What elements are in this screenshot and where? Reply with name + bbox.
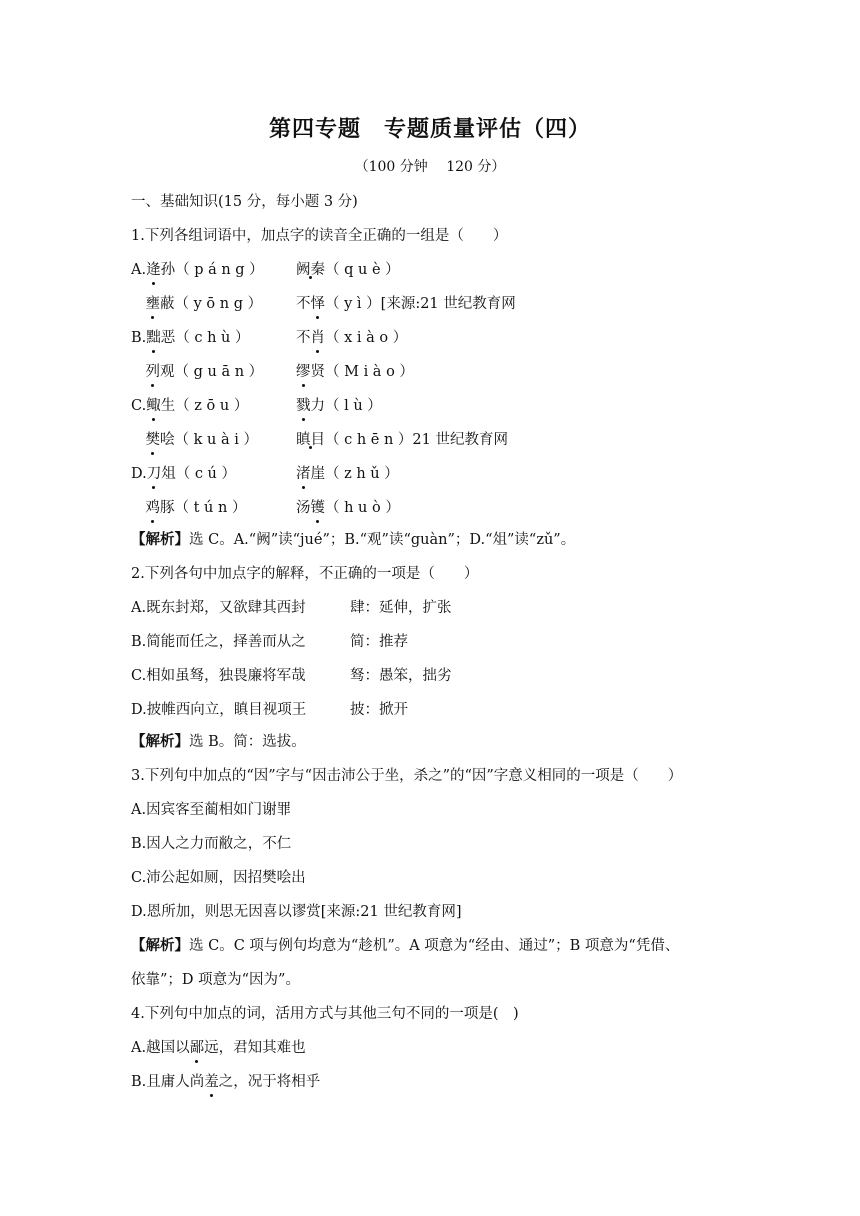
option-text: A.越国以 [131, 1040, 190, 1056]
dotted-char: 怿 [310, 296, 325, 312]
analysis-label: 【解析】 [131, 937, 189, 954]
dotted-char: 黜 [146, 330, 161, 346]
option-text: （ x i à o ） [325, 330, 408, 346]
option-text: 贤（ M i à o ） [310, 364, 414, 380]
q1-option-right [296, 362, 414, 382]
option-text: 恶（ c h ù ） [160, 330, 250, 346]
dotted-char: 肖 [310, 330, 325, 346]
q1-option-right [296, 260, 400, 280]
option-text: 秦（ q u è ） [310, 262, 400, 278]
question-3-analysis-cont: 依靠”；D 项意为“因为”。 [131, 972, 300, 988]
question-1-analysis [131, 530, 575, 550]
question-3-stem: 3.下列句中加点的“因”字与“因击沛公于坐，杀之”的“因”字意义相同的一项是（ ） [131, 768, 683, 784]
option-prefix [131, 364, 146, 380]
question-3-analysis [131, 936, 679, 956]
option-text: 崖（ z h ǔ ） [310, 466, 399, 482]
option-text: （ y ì ）[来源:21 世纪教育网 [325, 296, 516, 312]
option-text: 哙（ k u à i ） [160, 432, 258, 448]
dotted-char: 镬 [310, 500, 325, 516]
q2-option-sentence: A.既东封郑，又欲肆其西封 [131, 600, 306, 616]
option-text: 远，君知其难也 [204, 1040, 306, 1056]
dotted-char: 鄙 [189, 1040, 205, 1056]
option-text: 生（ z ō u ） [160, 398, 249, 414]
dotted-char: 鸡 [145, 500, 160, 516]
option-prefix [131, 432, 146, 448]
question-2-stem: 2.下列各句中加点字的解释，不正确的一项是（ ） [131, 566, 479, 582]
question-4-option-b [131, 1072, 320, 1092]
option-text: 俎（ c ú ） [161, 466, 237, 482]
q2-option-sentence: C.相如虽驽，独畏廉将军哉 [131, 668, 306, 684]
option-text: 豚（ t ú n ） [160, 500, 247, 516]
option-prefix [131, 296, 146, 312]
option-text: 孙（ p á n g ） [160, 262, 264, 278]
option-text: B.且庸人尚 [131, 1074, 205, 1090]
q1-option-right [296, 464, 399, 484]
option-text: 不 [296, 330, 311, 346]
q2-option-explanation: 驽：愚笨，拙劣 [350, 668, 452, 684]
q1-option-left [131, 362, 263, 382]
dotted-char: 羞 [204, 1074, 219, 1090]
dotted-char: 列 [145, 364, 160, 380]
question-2-analysis [131, 732, 306, 752]
question-3-option-b: B.因人之力而敝之，不仁 [131, 836, 292, 852]
dotted-char: 戮 [296, 398, 311, 414]
question-1-stem: 1.下列各组词语中，加点字的读音全正确的一组是（ ） [131, 228, 508, 244]
q1-option-left [131, 260, 264, 280]
dotted-char: 刀 [146, 466, 162, 482]
option-text: （ h u ò ） [325, 500, 400, 516]
section-heading: 一、基础知识(15 分，每小题 3 分) [131, 194, 358, 210]
question-3-option-a: A.因宾客至蔺相如门谢罪 [131, 802, 292, 818]
q1-option-left [131, 430, 258, 450]
q1-option-right [296, 294, 516, 314]
dotted-char: 缪 [296, 364, 311, 380]
q1-option-left [131, 464, 236, 484]
q1-option-left [131, 328, 250, 348]
q1-option-right [296, 498, 400, 518]
q1-option-left [131, 396, 248, 416]
option-prefix: C. [131, 398, 147, 414]
q1-option-right [296, 328, 407, 348]
q2-option-explanation: 肆：延伸，扩张 [350, 600, 452, 616]
option-text: 观（ g u ā n ） [160, 364, 264, 380]
option-text: 汤 [296, 500, 311, 516]
analysis-label: 【解析】 [131, 531, 189, 548]
option-text: 之，况于将相乎 [218, 1074, 321, 1090]
q1-option-left [131, 498, 246, 518]
option-text: 蔽（ y ō n g ） [160, 296, 263, 312]
dotted-char: 壅 [145, 296, 160, 312]
page-subtitle: （100 分钟 120 分） [354, 159, 506, 175]
question-3-option-c: C.沛公起如厕，因招樊哙出 [131, 870, 306, 886]
option-prefix: B. [131, 330, 147, 346]
option-text: 阙 [296, 262, 311, 278]
option-text: 目（ c h ē n ）21 世纪教育网 [310, 432, 508, 448]
q2-option-sentence: B.简能而任之，择善而从之 [131, 634, 306, 650]
option-prefix [131, 500, 146, 516]
dotted-char: 渚 [296, 466, 311, 482]
dotted-char: 逄 [146, 262, 161, 278]
option-text: 瞋 [296, 432, 311, 448]
dotted-char: 鲰 [146, 398, 161, 414]
page-title: 第四专题 专题质量评估（四） [268, 116, 591, 142]
option-text: 不 [296, 296, 311, 312]
q2-option-explanation: 披：掀开 [350, 702, 408, 718]
q1-option-right [296, 430, 508, 450]
analysis-text: 选 C。A.“阙”读“jué”；B.“观”读“guàn”；D.“俎”读“zǔ”。 [189, 532, 576, 548]
q2-option-explanation: 简：推荐 [350, 634, 408, 650]
q1-option-right [296, 396, 382, 416]
q2-option-sentence: D.披帷西向立，瞋目视项王 [131, 702, 307, 718]
question-4-stem: 4.下列句中加点的词，活用方式与其他三句不同的一项是( ) [131, 1006, 519, 1022]
question-4-option-a [131, 1038, 306, 1058]
option-prefix: A. [131, 262, 147, 278]
option-text: 力（ l ù ） [310, 398, 382, 414]
q1-option-left [131, 294, 262, 314]
analysis-text: 选 C。C 项与例句均意为“趁机”。A 项意为“经由、通过”；B 项意为“凭借、 [189, 938, 680, 954]
question-3-option-d: D.恩所加，则思无因喜以谬赏[来源:21 世纪教育网] [131, 904, 462, 920]
dotted-char: 樊 [145, 432, 160, 448]
analysis-label: 【解析】 [131, 733, 189, 750]
analysis-text: 选 B。简：选拔。 [189, 734, 306, 750]
option-prefix: D. [131, 466, 147, 482]
